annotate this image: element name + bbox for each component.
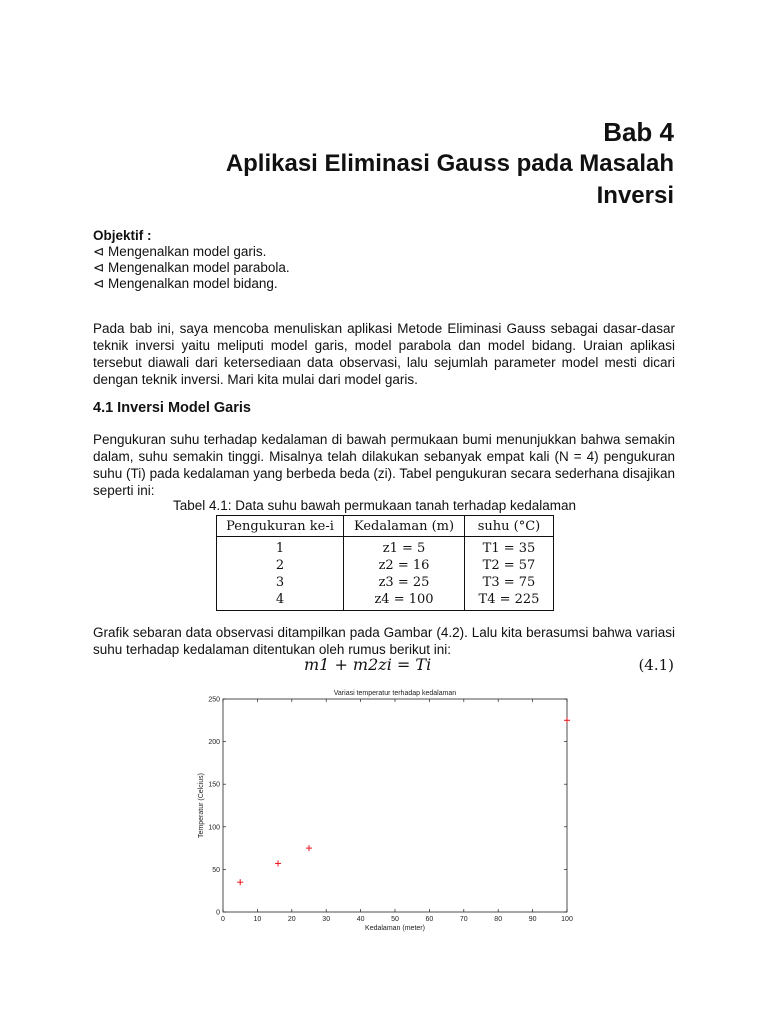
section-heading: 4.1 Inversi Model Garis [93, 400, 251, 416]
chapter-heading [226, 116, 674, 212]
y-tick-label: 0 [216, 909, 220, 917]
table-cell: 2 [217, 557, 344, 574]
table-header: Pengukuran ke-i [217, 516, 344, 537]
y-tick-label: 100 [208, 824, 220, 832]
chapter-number: Bab 4 [603, 117, 674, 147]
table-cell: 3 [217, 574, 344, 591]
equation-number: (4.1) [638, 656, 674, 674]
table-row [217, 557, 554, 574]
x-tick-label: 10 [253, 916, 262, 923]
data-point [306, 845, 312, 851]
intro-paragraph: Pada bab ini, saya mencoba menuliskan aplikasi Metode Eliminasi Gauss sebagai dasar-dasar teknik inversi yaitu meliputi model garis, model parabola dan model bidang. Uraian aplikasi tersebut diawali dari ketersediaan data observasi, lalu sejumlah parameter model mesti dicari dengan teknik inversi. Mari kita mulai dari model garis. [93, 321, 675, 387]
table-header: suhu (°C) [465, 516, 554, 537]
table-cell: T2 = 57 [465, 557, 554, 574]
chapter-title-line-1: Aplikasi Eliminasi Gauss pada Masalah [225, 150, 674, 177]
y-tick-label: 250 [208, 696, 220, 704]
x-tick-label: 90 [528, 916, 537, 923]
data-point [275, 860, 281, 866]
chart-title: Variasi temperatur terhadap kedalaman [333, 690, 457, 697]
objective-item: ⊲ Mengenalkan model parabola. [93, 260, 290, 275]
table-header-row [217, 516, 554, 537]
y-tick-label: 50 [212, 866, 220, 874]
chapter-title-line-2: Inversi [596, 182, 674, 209]
y-axis-label: Temperatur (Celcius) [198, 773, 205, 838]
x-tick-label: 60 [425, 916, 434, 923]
x-tick-label: 50 [391, 916, 399, 923]
x-tick-label: 0 [221, 916, 225, 923]
table-cell: z3 = 25 [344, 574, 465, 591]
table-cell: 1 [217, 537, 344, 558]
objective-item: ⊲ Mengenalkan model bidang. [93, 276, 278, 291]
plot-frame [223, 699, 567, 912]
x-tick-label: 30 [322, 916, 331, 923]
table-header: Kedalaman (m) [344, 516, 465, 537]
table-cell: T4 = 225 [465, 591, 554, 611]
table-cell: 4 [217, 591, 344, 611]
data-table [216, 515, 554, 611]
objectives-block [93, 228, 290, 292]
section-paragraph-1: Pengukuran suhu terhadap kedalaman di bawah permukaan bumi menunjukkan bahwa semakin dalam, suhu semakin tinggi. Misalnya telah dilakukan sebanyak empat kali (N = 4) pengukuran suhu (Ti) pada kedalaman yang berbeda beda (zi). Tabel pengukuran secara sederhana disajikan seperti ini: [93, 432, 675, 498]
table-cell: z4 = 100 [344, 591, 465, 611]
table-cell: T3 = 75 [465, 574, 554, 591]
x-tick-label: 80 [494, 916, 503, 923]
x-tick-label: 40 [356, 916, 365, 923]
data-point [564, 717, 570, 723]
table-cell: T1 = 35 [465, 537, 554, 558]
x-tick-label: 70 [459, 916, 468, 923]
table-cell: z2 = 16 [344, 557, 465, 574]
objectives-label: Objektif : [93, 228, 152, 243]
scatter-chart [190, 686, 590, 932]
objective-item: ⊲ Mengenalkan model garis. [93, 244, 267, 259]
table-cell: z1 = 5 [344, 537, 465, 558]
table-row [217, 591, 554, 611]
table-row [217, 574, 554, 591]
data-point [237, 879, 243, 885]
x-tick-label: 100 [561, 916, 573, 923]
equation: m1 + m2zi = Ti [304, 655, 432, 674]
x-tick-label: 20 [287, 916, 296, 923]
y-tick-label: 150 [208, 781, 220, 789]
x-axis-label: Kedalaman (meter) [365, 925, 425, 932]
table-caption: Tabel 4.1: Data suhu bawah permukaan tanah terhadap kedalaman [173, 498, 577, 513]
section-paragraph-2: Grafik sebaran data observasi ditampilkan pada Gambar (4.2). Lalu kita berasumsi bahwa variasi suhu terhadap kedalaman ditentukan oleh rumus berikut ini: [93, 625, 675, 657]
y-tick-label: 200 [208, 739, 220, 747]
table-row [217, 537, 554, 558]
